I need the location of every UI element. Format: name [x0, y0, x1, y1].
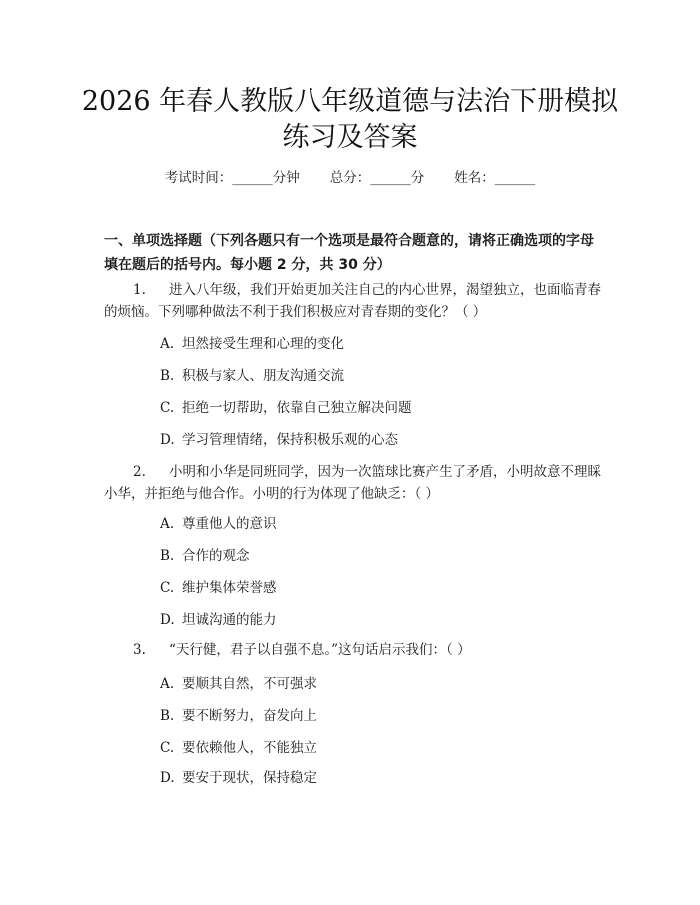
option-text: 维护集体荣誉感	[182, 580, 277, 596]
option-text: 要依赖他人，不能独立	[182, 740, 317, 756]
question-2-number: 2.	[133, 464, 146, 480]
question-1-option-a	[160, 334, 344, 354]
option-text: 坦诚沟通的能力	[182, 612, 277, 628]
question-2-option-b	[160, 546, 250, 566]
question-3-number: 3.	[133, 642, 146, 658]
option-letter: C.	[160, 580, 175, 596]
exam-title-line-2: 练习及答案	[282, 122, 418, 153]
option-letter: A.	[160, 676, 175, 692]
question-1-line-2: 的烦恼。下列哪种做法不利于我们积极应对青春期的变化？（ ）	[104, 304, 487, 320]
option-letter: B.	[160, 548, 175, 564]
question-2-option-c	[160, 578, 277, 598]
question-3-option-b	[160, 706, 317, 726]
question-1-option-d	[160, 430, 398, 450]
question-1-option-b	[160, 366, 344, 386]
question-1-text-1: 进入八年级，我们开始更加关注自己的内心世界，渴望独立，也面临青春	[169, 282, 601, 298]
exam-time-label: 考试时间：______分钟	[164, 170, 300, 186]
option-text: 坦然接受生理和心理的变化	[182, 336, 344, 352]
option-letter: D.	[160, 770, 175, 786]
option-text: 合作的观念	[182, 548, 250, 564]
question-2-line-2: 小华，并拒绝与他合作。小明的行为体现了他缺乏：（ ）	[104, 486, 440, 502]
question-1-number: 1.	[133, 282, 146, 298]
option-letter: D.	[160, 432, 175, 448]
option-letter: A.	[160, 336, 175, 352]
option-text: 尊重他人的意识	[182, 516, 277, 532]
exam-title-line-1: 2026 年春人教版八年级道德与法治下册模拟	[81, 86, 619, 117]
option-text: 要不断努力，奋发向上	[182, 708, 317, 724]
exam-meta	[0, 168, 700, 188]
option-text: 要安于现状，保持稳定	[182, 770, 317, 786]
question-1-option-c	[160, 398, 412, 418]
option-text: 学习管理情绪，保持积极乐观的心态	[182, 432, 398, 448]
option-letter: A.	[160, 516, 175, 532]
question-2-option-a	[160, 514, 277, 534]
option-text: 拒绝一切帮助，依靠自己独立解决问题	[182, 400, 412, 416]
question-2-line-1	[133, 462, 601, 482]
option-text: 要顺其自然，不可强求	[182, 676, 317, 692]
question-2-text-1: 小明和小华是同班同学，因为一次篮球比赛产生了矛盾，小明故意不理睬	[169, 464, 601, 480]
question-3-option-a	[160, 674, 317, 694]
total-score-label: 总分：______分	[329, 170, 425, 186]
question-2-option-d	[160, 610, 277, 630]
section-heading-line-2: 填在题后的括号内。每小题 2 分，共 30 分）	[104, 257, 391, 273]
option-letter: C.	[160, 740, 175, 756]
option-letter: B.	[160, 708, 175, 724]
section-heading-line-1: 一、单项选择题（下列各题只有一个选项是最符合题意的，请将正确选项的字母	[104, 233, 594, 249]
option-text: 积极与家人、朋友沟通交流	[182, 368, 344, 384]
question-3-text-1: “天行健，君子以自强不息。”这句话启示我们：（ ）	[169, 642, 471, 658]
question-3-line-1	[133, 640, 471, 660]
option-letter: B.	[160, 368, 175, 384]
question-3-option-d	[160, 768, 317, 788]
question-1-line-1	[133, 280, 601, 300]
student-name-label: 姓名：______	[454, 170, 536, 186]
option-letter: C.	[160, 400, 175, 416]
question-3-option-c	[160, 738, 317, 758]
option-letter: D.	[160, 612, 175, 628]
